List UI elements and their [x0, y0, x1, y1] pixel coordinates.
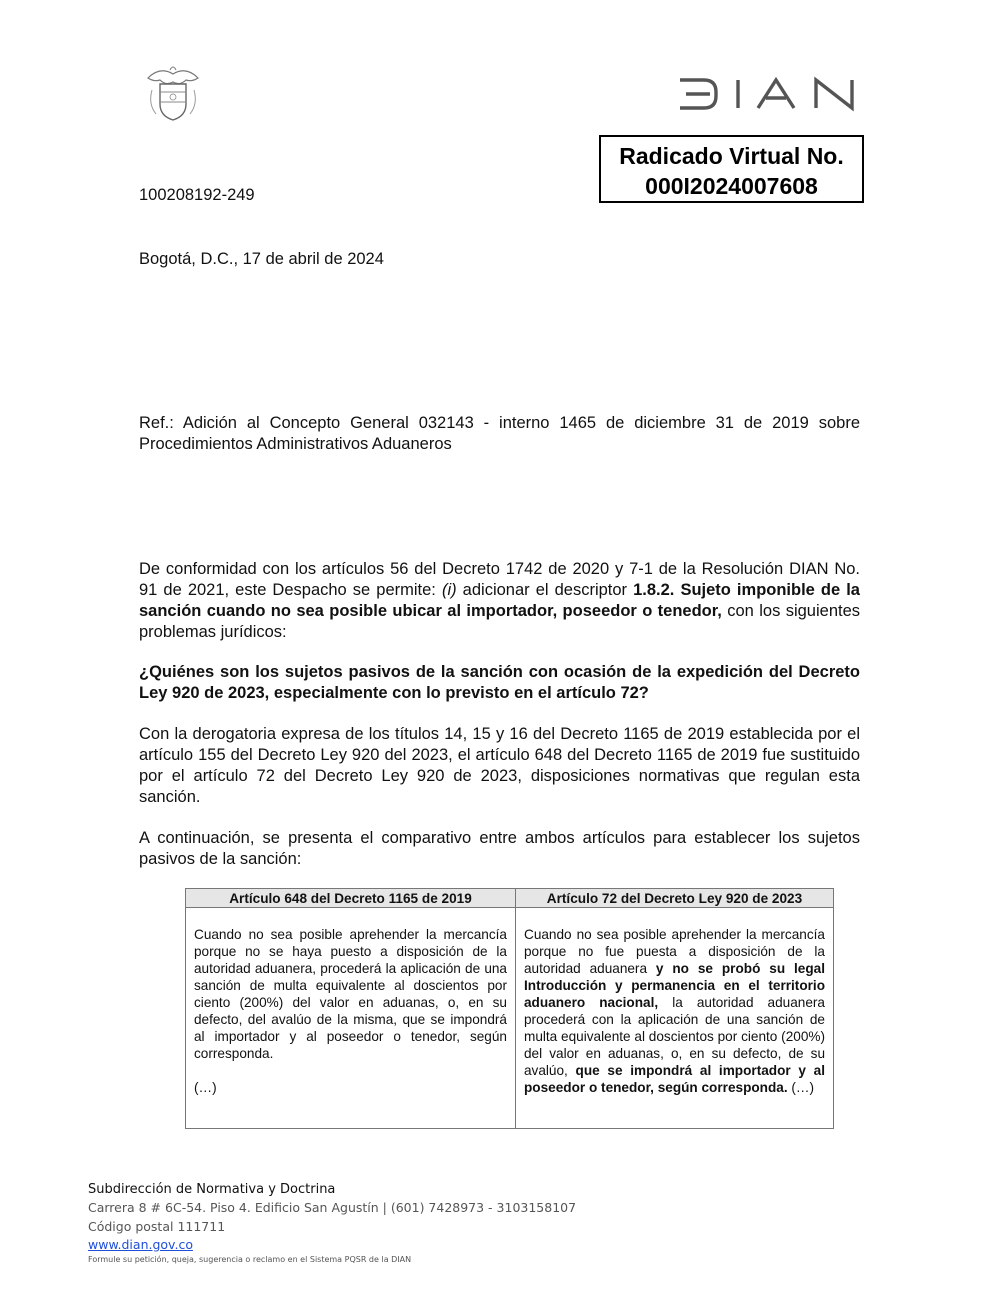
footer-website-link[interactable]: www.dian.gov.co — [88, 1237, 193, 1252]
col1-ellipsis: (…) — [194, 1080, 217, 1095]
paragraph-3: A continuación, se presenta el comparativo entre ambos artículos para establecer los sujetos pasivos de la sanción: — [139, 829, 860, 868]
ref-line-1: Ref.: Adición al Concepto General 032143 - interno 1465 de diciembre 31 de 2019 sobre — [139, 414, 860, 432]
ref-line-2: Procedimientos Administrativos Aduaneros — [139, 435, 452, 453]
table-cell-col1 — [186, 908, 516, 1129]
p1-text-a: De conformidad con los artículos 56 del Decreto 1742 de 2020 y 7-1 de la Resolución DIAN No. 91 de 2021, este Despacho se permite: — [139, 560, 860, 599]
paragraph-1 — [139, 559, 860, 643]
coat-of-arms-icon — [140, 60, 206, 126]
table-cell-col2 — [516, 908, 834, 1129]
place-date: Bogotá, D.C., 17 de abril de 2024 — [139, 250, 384, 268]
p1-text-c: con los siguientes problemas jurídicos: — [139, 602, 861, 641]
radicado-label: Radicado Virtual No. — [619, 143, 844, 169]
dian-logo — [676, 76, 860, 112]
table-header-col2: Artículo 72 del Decreto Ley 920 de 2023 — [516, 889, 834, 908]
footer-address: Carrera 8 # 6C-54. Piso 4. Edificio San Agustín | (601) 7428973 - 3103158107 — [88, 1200, 577, 1215]
reference-number: 100208192-249 — [139, 186, 255, 204]
comparison-table — [185, 888, 834, 1129]
col2-text-d: (…) — [787, 1080, 815, 1095]
footer-pqsr: Formule su petición, queja, sugerencia o reclamo en el Sistema PQSR de la DIAN — [88, 1255, 412, 1264]
p1-descriptor: 1.8.2. Sujeto imponible de la sanción cuando no sea posible ubicar al importador, poseedor o tenedor, — [139, 581, 860, 620]
radicado-number: 000I2024007608 — [645, 173, 818, 199]
col2-text-a: Cuando no sea posible aprehender la mercancía porque no fue puesta a disposición de la autoridad aduanera — [524, 927, 825, 976]
col2-text-c: la autoridad aduanera procederá con la aplicación de una sanción de multa equivalente al doscientos por ciento (200%) del valor en aduanas, o, en su defecto, de su avalúo, — [524, 995, 825, 1078]
col2-bold-2: que se impondrá al importador y al poseedor o tenedor, según corresponda. — [524, 1063, 825, 1095]
table-header-col1: Artículo 648 del Decreto 1165 de 2019 — [186, 889, 516, 908]
footer-postal: Código postal 111711 — [88, 1219, 226, 1234]
p1-italic: (i) — [441, 581, 457, 599]
ref-block — [139, 413, 860, 455]
legal-question: ¿Quiénes son los sujetos pasivos de la sanción con ocasión de la expedición del Decreto Ley 920 de 2023, especialmente con lo previsto en el artículo 72? — [139, 663, 860, 702]
p1-text-b: adicionar el descriptor — [456, 581, 634, 599]
paragraph-2: Con la derogatoria expresa de los títulos 14, 15 y 16 del Decreto 1165 de 2019 establecida por el artículo 155 del Decreto Ley 920 del 2023, el artículo 648 del Decreto 1165 de 2019 fue sustituido por el artículo 72 del Decreto Ley 920 de 2023, disposiciones normativas que regulan esta sanción. — [139, 725, 860, 806]
col1-text: Cuando no sea posible aprehender la mercancía porque no se haya puesto a disposición de la autoridad aduanera, procederá la aplicación de una sanción de multa equivalente al doscientos por ciento (200%) del valor en aduanas, o, en su defecto, del avalúo de la misma, que se impondrá al importador y al poseedor o tenedor, según corresponda. — [194, 927, 507, 1061]
footer-office: Subdirección de Normativa y Doctrina — [88, 1182, 336, 1197]
col2-bold-1: y no se probó su legal Introducción y permanencia en el territorio aduanero nacional, — [524, 961, 825, 1010]
